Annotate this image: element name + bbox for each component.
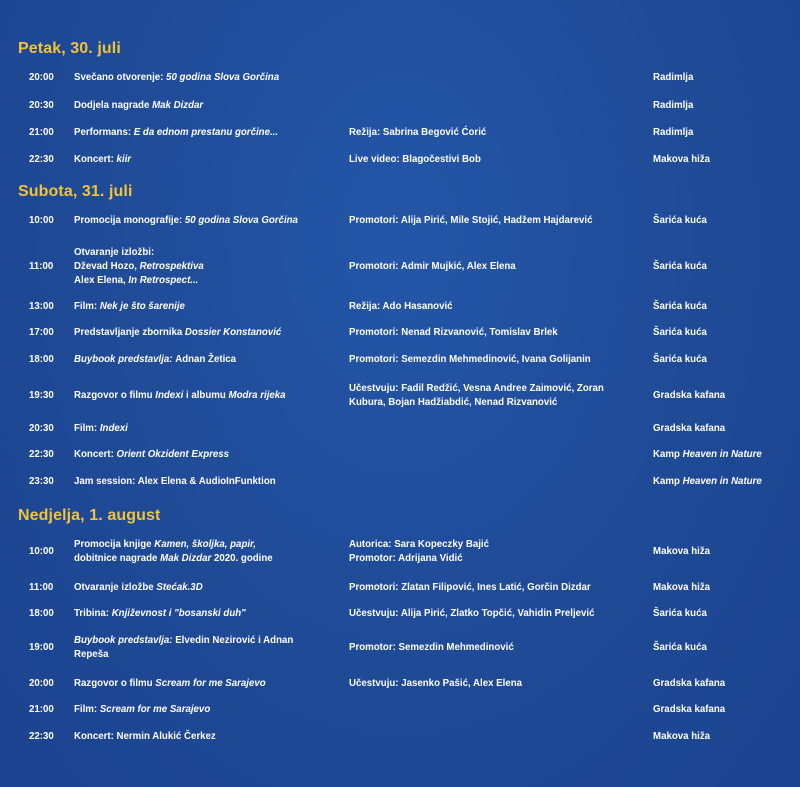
text-segment: Mak Dizdar (152, 100, 204, 111)
participants-line: Promotori: Nenad Rizvanović, Tomislav Brlek (349, 327, 558, 338)
event-venue (653, 580, 793, 596)
participants-line: Promotori: Semezdin Mehmedinović, Ivana Golijanin (349, 354, 591, 365)
event-title (74, 421, 342, 437)
event-venue (653, 447, 793, 463)
text-line (653, 677, 793, 691)
text-segment: Šarića kuća (653, 642, 707, 653)
text-segment: Orient Okzident Express (116, 449, 230, 460)
text-line (74, 71, 342, 85)
text-segment: Otvaranje izložbi: (74, 247, 155, 258)
text-segment: Alex Elena, (74, 275, 129, 286)
event-title (74, 474, 342, 490)
event-time (29, 537, 65, 567)
event-venue (653, 474, 793, 490)
text-line (74, 389, 342, 403)
event-participants (349, 70, 649, 86)
text-line (653, 153, 793, 167)
event-participants (349, 729, 649, 745)
event-time (29, 729, 65, 745)
text-line (74, 214, 342, 228)
participants-line: Učestvuju: Jasenko Pašić, Alex Elena (349, 678, 523, 689)
text-segment: Razgovor o filmu (74, 390, 156, 401)
event-participants (349, 474, 649, 490)
event-time (29, 580, 65, 596)
event-title (74, 702, 342, 718)
event-title (74, 537, 342, 567)
event-venue (653, 381, 793, 411)
event-time (29, 474, 65, 490)
text-segment: Heaven in Nature (682, 476, 762, 487)
text-segment: Književnost i "bosanski duh" (111, 608, 246, 619)
event-participants (349, 299, 649, 315)
event-title (74, 98, 342, 114)
text-segment: dobitnice nagrade (74, 553, 161, 564)
event-time-text: 11:00 (29, 582, 54, 593)
text-segment: Indexi (155, 390, 184, 401)
text-segment: i albumu (183, 390, 229, 401)
event-time-text: 20:00 (29, 678, 54, 689)
text-segment: Radimlja (653, 72, 694, 83)
event-venue (653, 98, 793, 114)
text-line (74, 677, 342, 691)
schedule-row (0, 213, 800, 229)
text-line (74, 260, 342, 274)
event-time-text: 20:00 (29, 72, 54, 83)
event-participants (349, 702, 649, 718)
text-segment: Koncert: (74, 154, 117, 165)
event-time-text: 13:00 (29, 301, 54, 312)
event-venue (653, 676, 793, 692)
text-line (653, 422, 793, 436)
text-segment: Gradska kafana (653, 390, 726, 401)
event-venue (653, 606, 793, 622)
event-time-text: 10:00 (29, 215, 54, 226)
text-segment: Makova hiža (653, 546, 711, 557)
event-time-text: 20:30 (29, 100, 54, 111)
event-venue (653, 125, 793, 141)
event-participants (349, 152, 649, 168)
event-time-text: 19:30 (29, 390, 54, 401)
schedule-row (0, 98, 800, 114)
event-venue (653, 325, 793, 341)
event-participants (349, 213, 649, 229)
schedule-row (0, 381, 800, 411)
event-time-text: 19:00 (29, 642, 54, 653)
event-venue (653, 70, 793, 86)
text-segment: Šarića kuća (653, 301, 707, 312)
text-line (653, 641, 793, 655)
schedule-row (0, 325, 800, 341)
text-segment: Makova hiža (653, 582, 711, 593)
event-title (74, 125, 342, 141)
schedule-row (0, 729, 800, 745)
event-venue (653, 633, 793, 663)
day-heading-friday: Petak, 30. juli (18, 40, 121, 57)
text-segment: In Retrospect... (128, 275, 199, 286)
text-line (653, 475, 793, 489)
text-line (74, 353, 342, 367)
event-title (74, 729, 342, 745)
text-segment: Šarića kuća (653, 261, 707, 272)
text-line (74, 552, 342, 566)
event-venue (653, 352, 793, 368)
event-venue (653, 299, 793, 315)
text-segment: Buybook predstavlja: (74, 635, 176, 646)
event-time (29, 213, 65, 229)
text-segment: Film: (74, 301, 100, 312)
text-line (653, 300, 793, 314)
event-time-text: 11:00 (29, 261, 54, 272)
schedule-row (0, 152, 800, 168)
text-segment: Modra rijeka (228, 390, 286, 401)
text-line (653, 545, 793, 559)
text-line (74, 300, 342, 314)
participants-line: Autorica: Sara Kopeczky Bajić (349, 539, 489, 550)
text-line (653, 260, 793, 274)
text-line (74, 448, 342, 462)
text-line (74, 703, 342, 717)
text-segment: Buybook predstavlja: (74, 354, 176, 365)
participants-line: Režija: Ado Hasanović (349, 301, 453, 312)
text-segment: Elvedin Nezirović i Adnan (175, 635, 294, 646)
event-time (29, 676, 65, 692)
event-participants (349, 606, 649, 622)
event-title (74, 580, 342, 596)
event-time-text: 21:00 (29, 127, 54, 138)
text-line (74, 581, 342, 595)
text-line (74, 634, 342, 648)
event-participants (349, 98, 649, 114)
event-title (74, 352, 342, 368)
event-time-text: 17:00 (29, 327, 54, 338)
text-segment: Performans: (74, 127, 134, 138)
participants-line: Live video: Blagočestivi Bob (349, 154, 481, 165)
text-line (74, 607, 342, 621)
schedule-row (0, 447, 800, 463)
schedule-row (0, 474, 800, 490)
event-time-text: 18:00 (29, 354, 54, 365)
event-venue (653, 729, 793, 745)
text-segment: Koncert: Nermin Alukić Čerkez (74, 731, 216, 742)
event-time (29, 352, 65, 368)
text-segment: 2020. godine (211, 553, 273, 564)
text-segment: Radimlja (653, 127, 694, 138)
text-segment: Koncert: (74, 449, 117, 460)
text-segment: Gradska kafana (653, 423, 726, 434)
participants-line: Režija: Sabrina Begović Ćorić (349, 127, 487, 138)
text-segment: Makova hiža (653, 154, 711, 165)
event-time (29, 633, 65, 663)
event-title (74, 213, 342, 229)
text-segment: E da ednom prestanu gorčine... (133, 127, 279, 138)
schedule-row (0, 580, 800, 596)
event-title (74, 381, 342, 411)
event-title (74, 299, 342, 315)
text-line (74, 422, 342, 436)
text-segment: Promocija monografije: (74, 215, 185, 226)
event-time (29, 447, 65, 463)
event-time-text: 22:30 (29, 449, 54, 460)
event-time (29, 70, 65, 86)
text-segment: Indexi (99, 423, 128, 434)
schedule-row (0, 70, 800, 86)
schedule-row (0, 537, 800, 567)
text-segment: Promocija knjige (74, 539, 155, 550)
text-segment: Stećak.3D (156, 582, 203, 593)
text-segment: Scream for me Sarajevo (99, 704, 211, 715)
text-segment: 50 godina Slova Gorčina (184, 215, 298, 226)
schedule-row (0, 633, 800, 663)
schedule-row (0, 125, 800, 141)
text-segment: Film: (74, 423, 100, 434)
event-time (29, 325, 65, 341)
event-time-text: 23:30 (29, 476, 54, 487)
text-segment: Repeša (74, 649, 109, 660)
day-heading-saturday: Subota, 31. juli (18, 183, 133, 200)
text-line (653, 703, 793, 717)
event-participants (349, 325, 649, 341)
event-time (29, 421, 65, 437)
text-segment: Dževad Hozo, (74, 261, 140, 272)
text-line (74, 475, 342, 489)
event-venue (653, 152, 793, 168)
event-time-text: 21:00 (29, 704, 54, 715)
text-line (74, 326, 342, 340)
participants-line: Učestvuju: Fadil Redžić, Vesna Andree Zaimović, Zoran (349, 383, 604, 394)
event-title (74, 152, 342, 168)
text-segment: Retrospektiva (139, 261, 204, 272)
text-line (653, 71, 793, 85)
event-time (29, 702, 65, 718)
event-time-text: 22:30 (29, 154, 54, 165)
text-line (653, 389, 793, 403)
day-heading-sunday: Nedjelja, 1. august (18, 507, 161, 524)
schedule-row (0, 676, 800, 692)
schedule-row (0, 239, 800, 295)
event-title (74, 239, 342, 295)
event-time-text: 18:00 (29, 608, 54, 619)
participants-line: Promotor: Adrijana Vidić (349, 553, 463, 564)
event-venue (653, 421, 793, 437)
event-participants (349, 537, 649, 567)
text-line (653, 607, 793, 621)
text-segment: Otvaranje izložbe (74, 582, 157, 593)
text-line (653, 353, 793, 367)
text-segment: Svečano otvorenje: (74, 72, 167, 83)
text-line (653, 214, 793, 228)
text-segment: Šarića kuća (653, 327, 707, 338)
event-participants (349, 125, 649, 141)
schedule-row (0, 421, 800, 437)
schedule-row (0, 352, 800, 368)
event-time (29, 606, 65, 622)
text-segment: Gradska kafana (653, 678, 726, 689)
participants-line: Promotori: Alija Pirić, Mile Stojić, Hadžem Hajdarević (349, 215, 593, 226)
text-segment: Radimlja (653, 100, 694, 111)
text-line (74, 246, 342, 260)
text-segment: 50 godina Slova Gorčina (166, 72, 280, 83)
text-segment: Nek je što šarenije (99, 301, 185, 312)
text-segment: Gradska kafana (653, 704, 726, 715)
event-title (74, 447, 342, 463)
text-line (653, 730, 793, 744)
text-line (74, 274, 342, 288)
text-line (653, 448, 793, 462)
event-participants (349, 447, 649, 463)
event-time (29, 125, 65, 141)
event-time-text: 22:30 (29, 731, 54, 742)
text-segment: kiir (116, 154, 132, 165)
event-title (74, 633, 342, 663)
text-line (74, 538, 342, 552)
text-line (74, 126, 342, 140)
text-segment: Makova hiža (653, 731, 711, 742)
participants-line: Promotori: Zlatan Filipović, Ines Latić, Gorčin Dizdar (349, 582, 591, 593)
schedule-row (0, 299, 800, 315)
text-segment: Razgovor o filmu (74, 678, 156, 689)
event-time-text: 20:30 (29, 423, 54, 434)
text-segment: Kamen, školjka, papir, (154, 539, 256, 550)
text-segment: Mak Dizdar (160, 553, 212, 564)
text-segment: Šarića kuća (653, 608, 707, 619)
text-segment: Adnan Žetica (175, 354, 237, 365)
event-participants (349, 676, 649, 692)
event-title (74, 606, 342, 622)
text-line (74, 99, 342, 113)
text-line (74, 730, 342, 744)
schedule-row (0, 606, 800, 622)
text-line (74, 648, 342, 662)
text-segment: Dossier Konstanović (184, 327, 282, 338)
text-segment: Šarića kuća (653, 215, 707, 226)
event-title (74, 325, 342, 341)
event-participants (349, 633, 649, 663)
text-segment: Kamp (653, 449, 683, 460)
event-time (29, 381, 65, 411)
text-line (653, 99, 793, 113)
event-title (74, 676, 342, 692)
event-time (29, 152, 65, 168)
participants-line: Kubura, Bojan Hadžiabdić, Nenad Rizvanović (349, 397, 558, 408)
event-participants (349, 381, 649, 411)
text-segment: Kamp (653, 476, 683, 487)
schedule-row (0, 702, 800, 718)
event-participants (349, 421, 649, 437)
text-segment: Dodjela nagrade (74, 100, 153, 111)
event-venue (653, 239, 793, 295)
text-segment: Film: (74, 704, 100, 715)
participants-line: Promotori: Admir Mujkić, Alex Elena (349, 261, 516, 272)
event-time (29, 239, 65, 295)
event-participants (349, 580, 649, 596)
text-segment: Predstavljanje zbornika (74, 327, 185, 338)
text-line (653, 326, 793, 340)
event-time-text: 10:00 (29, 546, 54, 557)
event-venue (653, 213, 793, 229)
event-title (74, 70, 342, 86)
event-time (29, 98, 65, 114)
text-segment: Heaven in Nature (682, 449, 762, 460)
text-segment: Scream for me Sarajevo (155, 678, 266, 689)
text-line (74, 153, 342, 167)
text-line (653, 126, 793, 140)
participants-line: Promotor: Semezdin Mehmedinović (349, 642, 514, 653)
event-participants (349, 239, 649, 295)
text-segment: Tribina: (74, 608, 112, 619)
text-segment: Jam session: Alex Elena & AudioInFunktion (74, 476, 276, 487)
text-line (653, 581, 793, 595)
event-participants (349, 352, 649, 368)
text-segment: Šarića kuća (653, 354, 707, 365)
participants-line: Učestvuju: Alija Pirić, Zlatko Topčić, Vahidin Preljević (349, 608, 595, 619)
event-venue (653, 537, 793, 567)
event-venue (653, 702, 793, 718)
event-time (29, 299, 65, 315)
